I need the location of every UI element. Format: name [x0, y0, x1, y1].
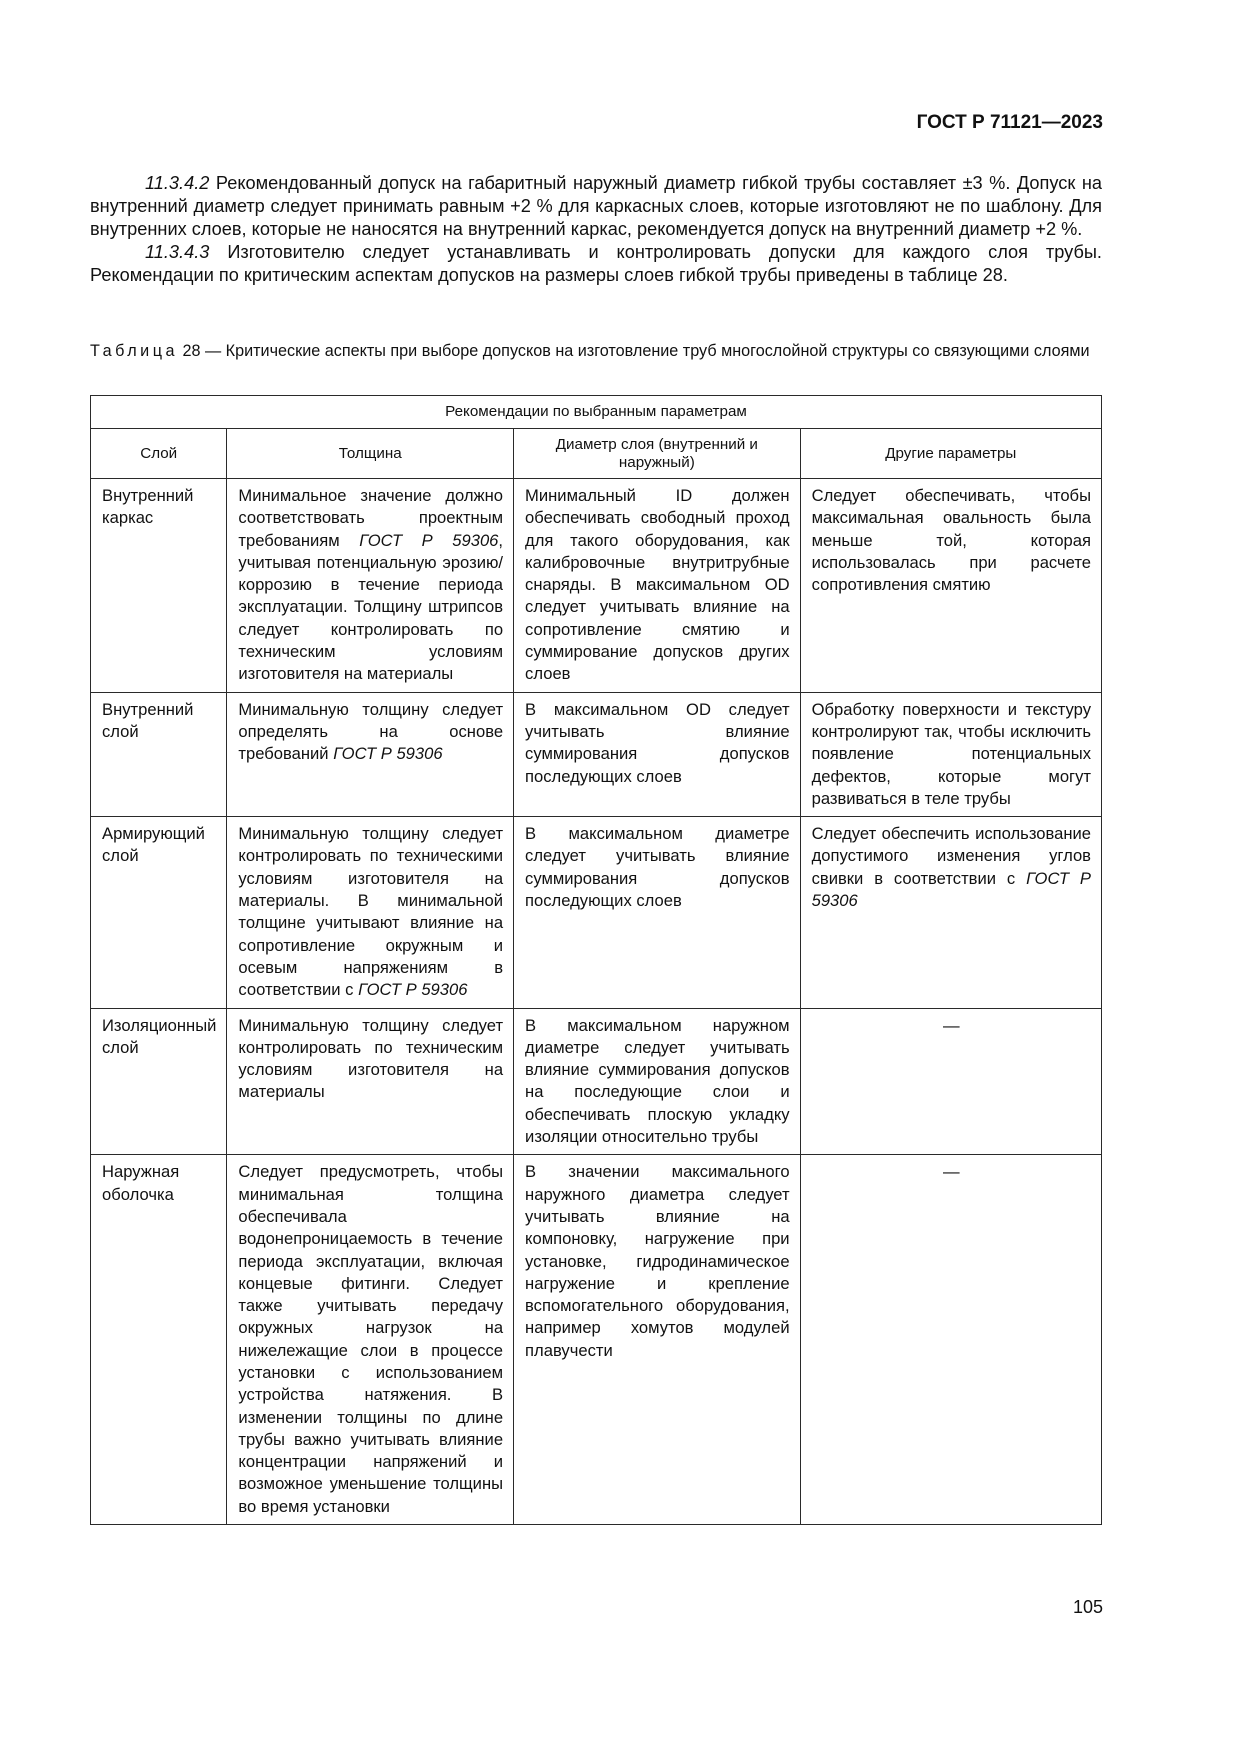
cell-thickness [227, 692, 514, 816]
cell-diameter: В максимальном диаметре следует учитывать влияние суммирования допусков последующих слоев [514, 817, 801, 1008]
cell-other [800, 817, 1101, 1008]
cell-layer: Армирующий слой [91, 817, 227, 1008]
table-row [91, 1008, 1102, 1155]
cell-diameter: В максимальном OD следует учитывать влияние суммирования допусков последующих слоев [514, 692, 801, 816]
standard-reference: ГОСТ Р 59306 [359, 530, 499, 550]
cell-other: Обработку поверхности и текстуру контролируют так, чтобы исключить появление потенциальных дефектов, которые могут развиваться в теле трубы [800, 692, 1101, 816]
paragraph-11-3-4-2 [90, 172, 1102, 241]
cell-text: Минимальное значение должно соответствовать проектным требованиям [238, 486, 504, 550]
table-caption-label: Таблица [90, 342, 178, 360]
table-row [91, 479, 1102, 693]
cell-diameter: В максимальном наружном диаметре следует учитывать влияние суммирования допусков на последующие слои и обеспечивать плоскую укладку изоляции относительно трубы [514, 1008, 801, 1155]
cell-layer: Внутренний каркас [91, 479, 227, 693]
paragraph-text: Рекомендованный допуск на габаритный наружный диаметр гибкой трубы составляет ±3 %. Допуск на внутренний диаметр следует принимать равным +2 % для каркасных слоев, которые изготовляют не по шаблону. Для внутренних слоев, которые не наносятся на внутренний каркас, рекомендуется допуск на внутренний диаметр +2 %. [90, 173, 1102, 239]
page-number: 105 [1072, 1597, 1103, 1617]
cell-text: Минимальную толщину следует определять на основе требований [238, 699, 504, 764]
paragraph-11-3-4-3 [90, 241, 1102, 287]
table-row [91, 692, 1102, 816]
cell-text: Следует обеспечить использование допустимого изменения углов свивки в соответствии с [811, 824, 1091, 888]
body-text [90, 172, 1102, 287]
cell-other: — [800, 1155, 1101, 1525]
column-header-other: Другие параметры [800, 429, 1101, 479]
clause-number: 11.3.4.2 [145, 173, 210, 193]
cell-text: , учитывая потенциальную эрозию/коррозию в течение периода эксплуатации. Толщину штрипсов следует контролировать по техническим условиям изготовителя на материалы [238, 530, 504, 684]
standard-reference: ГОСТ Р 59306 [333, 744, 443, 764]
cell-thickness [227, 817, 514, 1008]
tolerance-table [90, 395, 1102, 1525]
standard-reference: ГОСТ Р 59306 [358, 980, 468, 1000]
standard-reference: ГОСТ Р 59306 [811, 868, 1091, 911]
table-column-header-row [91, 429, 1102, 479]
clause-number: 11.3.4.3 [145, 242, 210, 262]
cell-diameter: Минимальный ID должен обеспечивать свободный проход для такого оборудования, как калибровочные внутритрубные снаряды. В максимальном OD следует учитывать влияние на сопротивление смятию и суммирование допусков других слоев [514, 479, 801, 693]
cell-layer: Изоляционный слой [91, 1008, 227, 1155]
cell-diameter: В значении максимального наружного диаметра следует учитывать влияние на компоновку, нагружение при установке, гидродинамическое нагружение и крепление вспомогательного оборудования, например хомутов модулей плавучести [514, 1155, 801, 1525]
paragraph-text: Изготовителю следует устанавливать и контролировать допуски для каждого слоя трубы. Рекомендации по критическим аспектам допусков на размеры слоев гибкой трубы приведены в таблице 28. [90, 242, 1102, 285]
cell-thickness: Минимальную толщину следует контролировать по техническим условиям изготовителя на материалы [227, 1008, 514, 1155]
column-header-layer: Слой [91, 429, 227, 479]
cell-other: Следует обеспечивать, чтобы максимальная овальность была меньше той, которая использовалась при расчете сопротивления смятию [800, 479, 1101, 693]
cell-text: Минимальную толщину следует контролировать по техническими условиям изготовителя на материалы. В минимальной толщине учитывают влияние на сопротивление окружным и осевым напряжениям в соответствии с [238, 824, 504, 1000]
cell-thickness: Следует предусмотреть, чтобы минимальная толщина обеспечивала водонепроницаемость в течение периода эксплуатации, включая концевые фитинги. Следует также учитывать передачу окружных нагрузок на нижележащие слои в процессе установки с использованием устройства натяжения. В изменении толщины по длине трубы важно учитывать влияние концентрации напряжений и возможное уменьшение толщины во время установки [227, 1155, 514, 1525]
table-caption [90, 341, 1102, 361]
table-row [91, 1155, 1102, 1525]
document-code: ГОСТ Р 71121—2023 [916, 112, 1103, 133]
cell-thickness [227, 479, 514, 693]
table-row [91, 817, 1102, 1008]
cell-layer: Внутренний слой [91, 692, 227, 816]
cell-layer: Наружная оболочка [91, 1155, 227, 1525]
table-caption-text: 28 — Критические аспекты при выборе допусков на изготовление труб многослойной структуры со связующими слоями [182, 342, 1090, 360]
cell-other: — [800, 1008, 1101, 1155]
table-group-header-row [91, 396, 1102, 429]
table-group-header: Рекомендации по выбранным параметрам [91, 396, 1102, 429]
column-header-diameter: Диаметр слоя (внутренний и наружный) [514, 429, 801, 479]
column-header-thickness: Толщина [227, 429, 514, 479]
